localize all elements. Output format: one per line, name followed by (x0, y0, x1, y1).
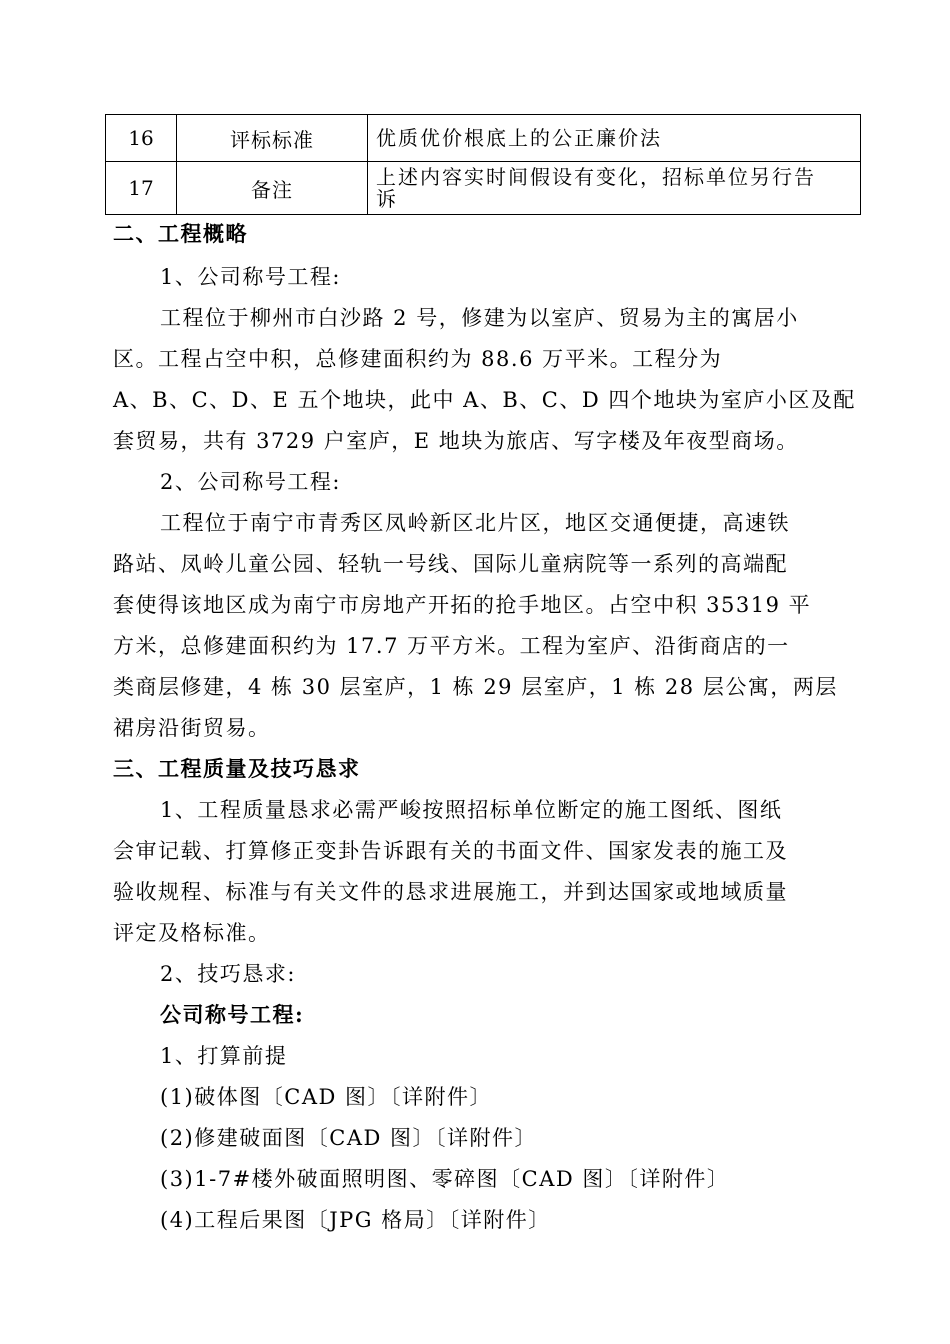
row-number: 17 (106, 162, 177, 215)
basis-title: 1、打算前提 (160, 1044, 288, 1068)
row-content (368, 162, 861, 215)
paragraph-line: 评定及格标准。 (113, 921, 271, 945)
paragraph-line: 套贸易，共有 3729 户室庐，E 地块为旅店、写字楼及年夜型商场。 (113, 429, 799, 453)
subsection-title: 2、公司称号工程: (160, 470, 341, 494)
paragraph-line: 会审记载、打算修正变卦告诉跟有关的书面文件、国家发表的施工及 (113, 839, 788, 863)
project-title: 公司称号工程: (160, 1002, 305, 1027)
paragraph-line: 工程位于南宁市青秀区凤岭新区北片区，地区交通便捷，高速铁 (160, 511, 790, 535)
subsection-title: 1、公司称号工程: (160, 265, 341, 289)
list-item: (1)破体图〔CAD 图〕〔详附件〕 (160, 1085, 492, 1109)
section-heading: 三、工程质量及技巧恳求 (113, 756, 361, 781)
row-number: 16 (106, 115, 177, 162)
table-row (106, 162, 861, 215)
row-item-name: 评标标准 (177, 115, 368, 162)
row-item-name: 备注 (177, 162, 368, 215)
list-item: (3)1-7#楼外破面照明图、零碎图〔CAD 图〕〔详附件〕 (160, 1167, 730, 1191)
paragraph-line: A、B、C、D、E 五个地块，此中 A、B、C、D 四个地块为室庐小区及配 (113, 388, 856, 412)
paragraph-line: 类商层修建，4 栋 30 层室庐，1 栋 29 层室庐，1 栋 28 层公寓，两层 (113, 675, 838, 699)
paragraph-line: 区。工程占空中积，总修建面积约为 88.6 万平米。工程分为 (113, 347, 723, 371)
row-content-line: 诉 (376, 187, 398, 211)
paragraph-line: 验收规程、标准与有关文件的恳求进展施工，并到达国家或地域质量 (113, 880, 788, 904)
list-item: (2)修建破面图〔CAD 图〕〔详附件〕 (160, 1126, 537, 1150)
row-content-line: 上述内容实时间假设有变化，招标单位另行告 (376, 165, 816, 189)
paragraph-line: 1、工程质量恳求必需严峻按照招标单位断定的施工图纸、图纸 (160, 798, 783, 822)
paragraph-line: 方米，总修建面积约为 17.7 万平方米。工程为室庐、沿街商店的一 (113, 634, 790, 658)
paragraph-line: 路站、凤岭儿童公园、轻轨一号线、国际儿童病院等一系列的高端配 (113, 552, 788, 576)
table-row (106, 115, 861, 162)
paragraph-line: 裙房沿街贸易。 (113, 716, 271, 740)
paragraph-line: 工程位于柳州市白沙路 2 号，修建为以室庐、贸易为主的寓居小 (160, 306, 799, 330)
row-content: 优质优价根底上的公正廉价法 (368, 115, 861, 162)
paragraph-line: 套使得该地区成为南宁市房地产开拓的抢手地区。占空中积 35319 平 (113, 593, 812, 617)
info-table (105, 114, 861, 215)
subsection-title: 2、技巧恳求: (160, 962, 296, 986)
list-item: (4)工程后果图〔JPG 格局〕〔详附件〕 (160, 1208, 551, 1232)
section-heading: 二、工程概略 (113, 221, 248, 246)
